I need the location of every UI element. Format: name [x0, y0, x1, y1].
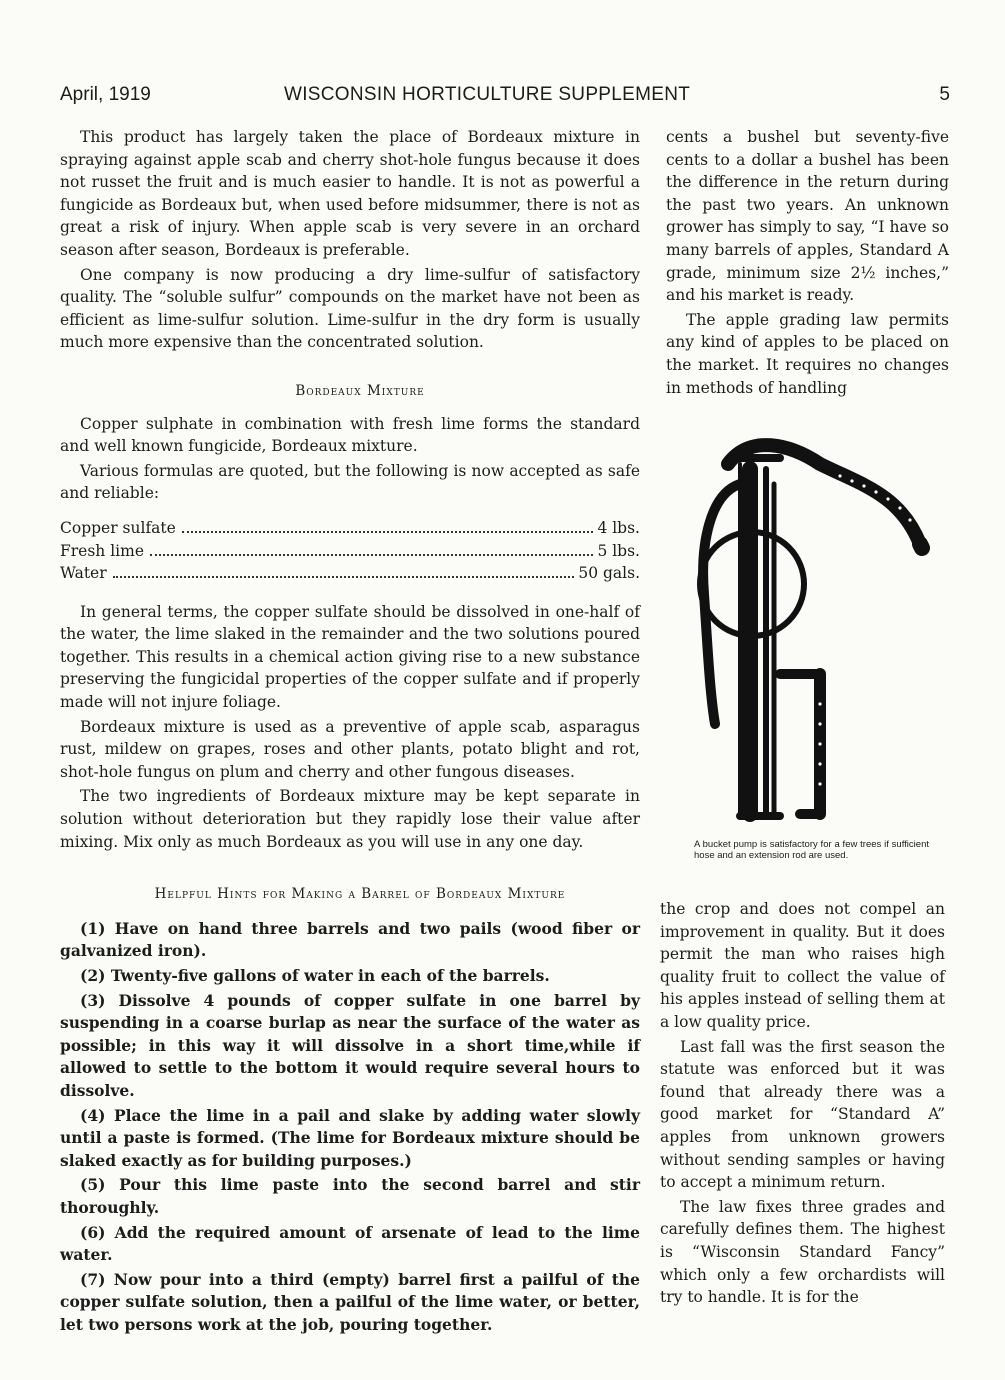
right-column-top — [666, 126, 949, 401]
body-paragraph: cents a bushel but seventy-five cents to a dollar a bushel has been the difference in the return during the past two years. An unknown grower has simply to say, “I have so many barrels of apples, Standard A grade, minimum size 2½ inches,” and his market is ready. — [666, 128, 949, 305]
bucket-pump-icon — [670, 424, 955, 834]
formula-amount: 50 gals. — [578, 564, 640, 583]
page-header — [60, 84, 950, 112]
formula-amount: 4 lbs. — [597, 518, 640, 537]
dot-leader — [113, 576, 575, 578]
body-paragraph: The two ingredients of Bordeaux mixture may be kept separate in solution without deterioration but they rapidly lose their value after mixing. Mix only as much Bordeaux as you will use in any one day. — [60, 787, 640, 851]
section-heading-hints: Helpful Hints for Making a Barrel of Bordeaux Mixture — [154, 886, 566, 903]
hint-item: (6) Add the required amount of arsenate of lead to the lime water. — [60, 1222, 640, 1265]
dot-leader — [182, 531, 594, 533]
formula-ingredient: Copper sulfate — [60, 518, 176, 537]
hint-item: (2) Twenty-five gallons of water in each of the barrels. — [80, 966, 550, 985]
formula-row — [60, 517, 640, 540]
left-column — [60, 126, 640, 1339]
hint-item: (1) Have on hand three barrels and two pails (wood fiber or galvanized iron). — [60, 918, 640, 961]
bordeaux-paragraph: Various formulas are quoted, but the following is now accepted as safe and reliable: — [60, 461, 640, 503]
body-paragraph: The apple grading law permits any kind of apples to be placed on the market. It requires no changes in methods of handling — [666, 310, 949, 397]
body-paragraph: the crop and does not compel an improvement in quality. But it does permit the man who raises high quality fruit to collect the value of his apples instead of selling them at a low quality price. — [660, 900, 945, 1031]
formula-ingredient: Fresh lime — [60, 541, 144, 560]
publication-title: WISCONSIN HORTICULTURE SUPPLEMENT — [284, 84, 691, 105]
body-paragraph: The law fixes three grades and carefully defines them. The highest is “Wisconsin Standard Fancy” which only a few orchardists will try to handle. It is for the — [660, 1197, 945, 1307]
formula-table — [60, 517, 640, 585]
intro-paragraph: This product has largely taken the place of Bordeaux mixture in spraying against apple scab and cherry shot-hole fungus because it does not russet the fruit and is much easier to handle. It is not as powerful a fungicide as Bordeaux but, when used before midsummer, there is not as great a risk of injury. When apple scab is very severe in an orchard season after season, Bordeaux is preferable. — [60, 128, 640, 259]
hint-item: (4) Place the lime in a pail and slake by adding water slowly until a paste is formed. (The lime for Bordeaux mixture should be slaked exactly as for building purposes.) — [60, 1105, 640, 1170]
bordeaux-paragraph: Copper sulphate in combination with fresh lime forms the standard and well known fungicide, Bordeaux mixture. — [60, 414, 640, 456]
hint-item: (5) Pour this lime paste into the second barrel and stir thoroughly. — [60, 1175, 640, 1217]
dot-leader — [150, 554, 593, 556]
hints-list — [60, 918, 640, 1337]
formula-row — [60, 540, 640, 563]
formula-amount: 5 lbs. — [597, 541, 640, 560]
body-paragraph: In general terms, the copper sulfate should be dissolved in one-half of the water, the lime slaked in the remainder and the two solutions poured together. This results in a chemical action giving rise to a new substance preserving the fungicidal properties of the copper sulfate and if properly made will not injure foliage. — [60, 602, 640, 712]
intro-paragraph: One company is now producing a dry lime-sulfur of satisfactory quality. The “soluble sulfur” compounds on the market have not been as efficient as lime-sulfur solution. Lime-sulfur in the dry form is usually much more expensive than the concentrated solution. — [60, 265, 640, 352]
figure-caption: A bucket pump is satisfactory for a few trees if sufficient hose and an extension rod are used. — [694, 839, 929, 861]
issue-date: April, 1919 — [60, 84, 151, 105]
section-heading-bordeaux: Bordeaux Mixture — [295, 382, 425, 399]
hint-item: (7) Now pour into a third (empty) barrel first a pailful of the copper sulfate solution, then a pailful of the lime water, or better, let two persons work at the job, pouring together. — [60, 1269, 640, 1334]
page-number: 5 — [939, 84, 950, 105]
hint-item: (3) Dissolve 4 pounds of copper sulfate in one barrel by suspending in a coarse burlap as near the surface of the water as possible; in this way it will dissolve in a short time,while if allowed to settle to the bottom it would require several hours to dissolve. — [60, 990, 640, 1100]
bucket-pump-figure — [670, 424, 955, 882]
right-column-bottom — [660, 898, 945, 1311]
body-paragraph: Bordeaux mixture is used as a preventive of apple scab, asparagus rust, mildew on grapes, roses and other plants, potato blight and rot, shot-hole fungus on plum and cherry and other fungous diseases. — [60, 717, 640, 781]
formula-row — [60, 562, 640, 585]
body-paragraph: Last fall was the first season the statute was enforced but it was found that already there was a good market for “Standard A” apples from unknown growers without sending samples or having to accept a minimum return. — [660, 1037, 945, 1192]
formula-ingredient: Water — [60, 564, 107, 583]
